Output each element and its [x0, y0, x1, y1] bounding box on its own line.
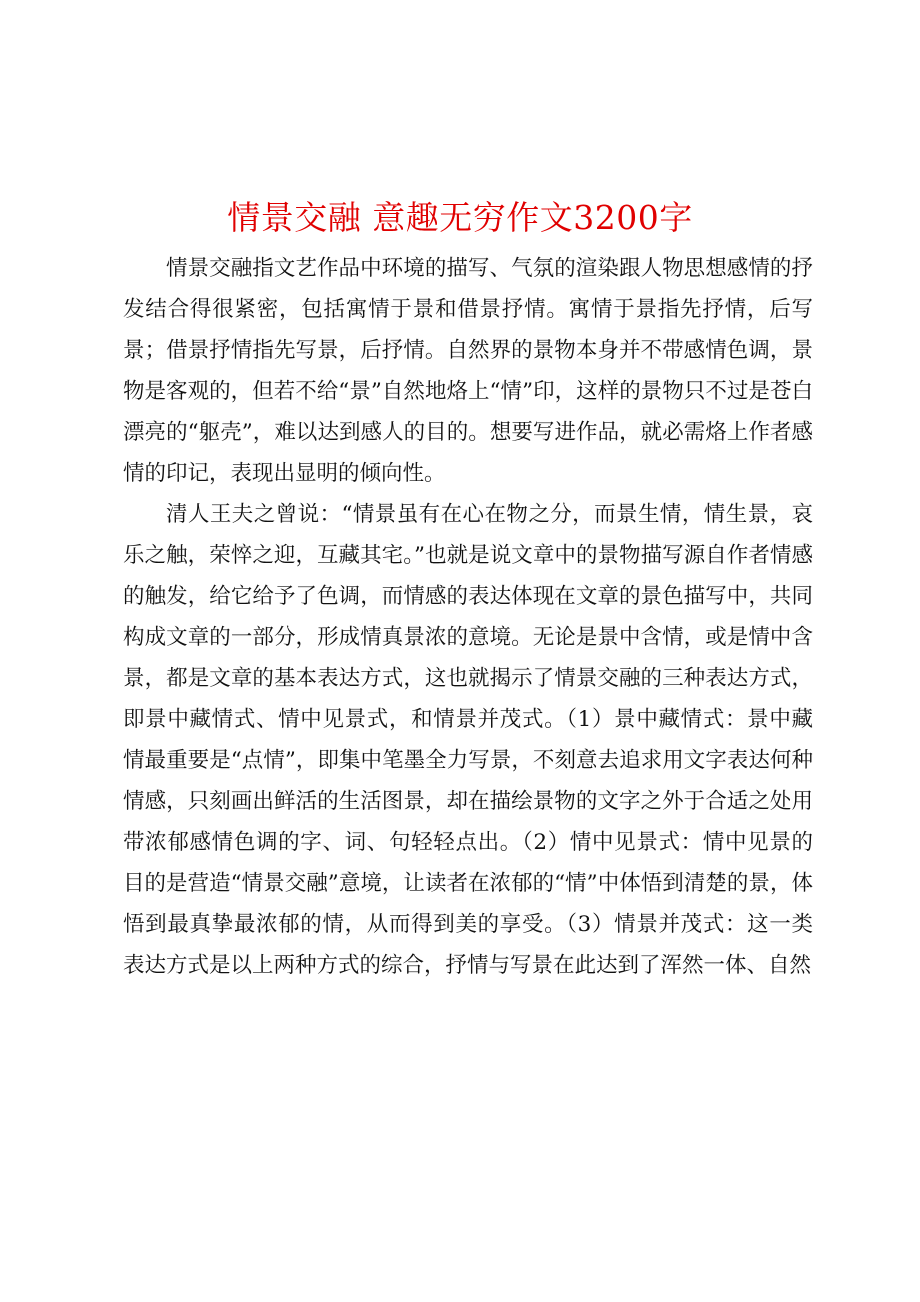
paragraph-1: 情景交融指文艺作品中环境的描写、气氛的渲染跟人物思想感情的抒发结合得很紧密，包括寓情于景和借景抒情。寓情于景指先抒情，后写景；借景抒情指先写景，后抒情。自然界的景物本身并不带感情色调，景物是客观的，但若不给“景”自然地烙上“情”印，这样的景物只不过是苍白漂亮的“躯壳”，难以达到感人的目的。想要写进作品，就必需烙上作者感情的印记，表现出显明的倾向性。: [123, 256, 813, 486]
paragraph-2: 清人王夫之曾说：“情景虽有在心在物之分，而景生情，情生景，哀乐之触，荣悴之迎，互藏其宅。”也就是说文章中的景物描写源自作者情感的触发，给它给予了色调，而情感的表达体现在文章的景色描写中，共同构成文章的一部分，形成情真景浓的意境。无论是景中含情，或是情中含景，都是文章的基本表达方式，这也就揭示了情景交融的三种表达方式，即景中藏情式、情中见景式，和情景并茂式。（1）景中藏情式：景中藏情最重要是“点情”，即集中笔墨全力写景，不刻意去追求用文字表达何种情感，只刻画出鲜活的生活图景，却在描绘景物的文字之外于合适之处用带浓郁感情色调的字、词、句轻轻点出。（2）情中见景式：情中见景的目的是营造“情景交融”意境，让读者在浓郁的“情”中体悟到清楚的景，体悟到最真挚最浓郁的情，从而得到美的享受。（3）情景并茂式：这一类表达方式是以上两种方式的综合，抒情与写景在此达到了浑然一体、自然: [123, 502, 813, 978]
document-title: 情景交融 意趣无穷作文3200字: [227, 198, 693, 237]
document-body: [123, 248, 813, 986]
